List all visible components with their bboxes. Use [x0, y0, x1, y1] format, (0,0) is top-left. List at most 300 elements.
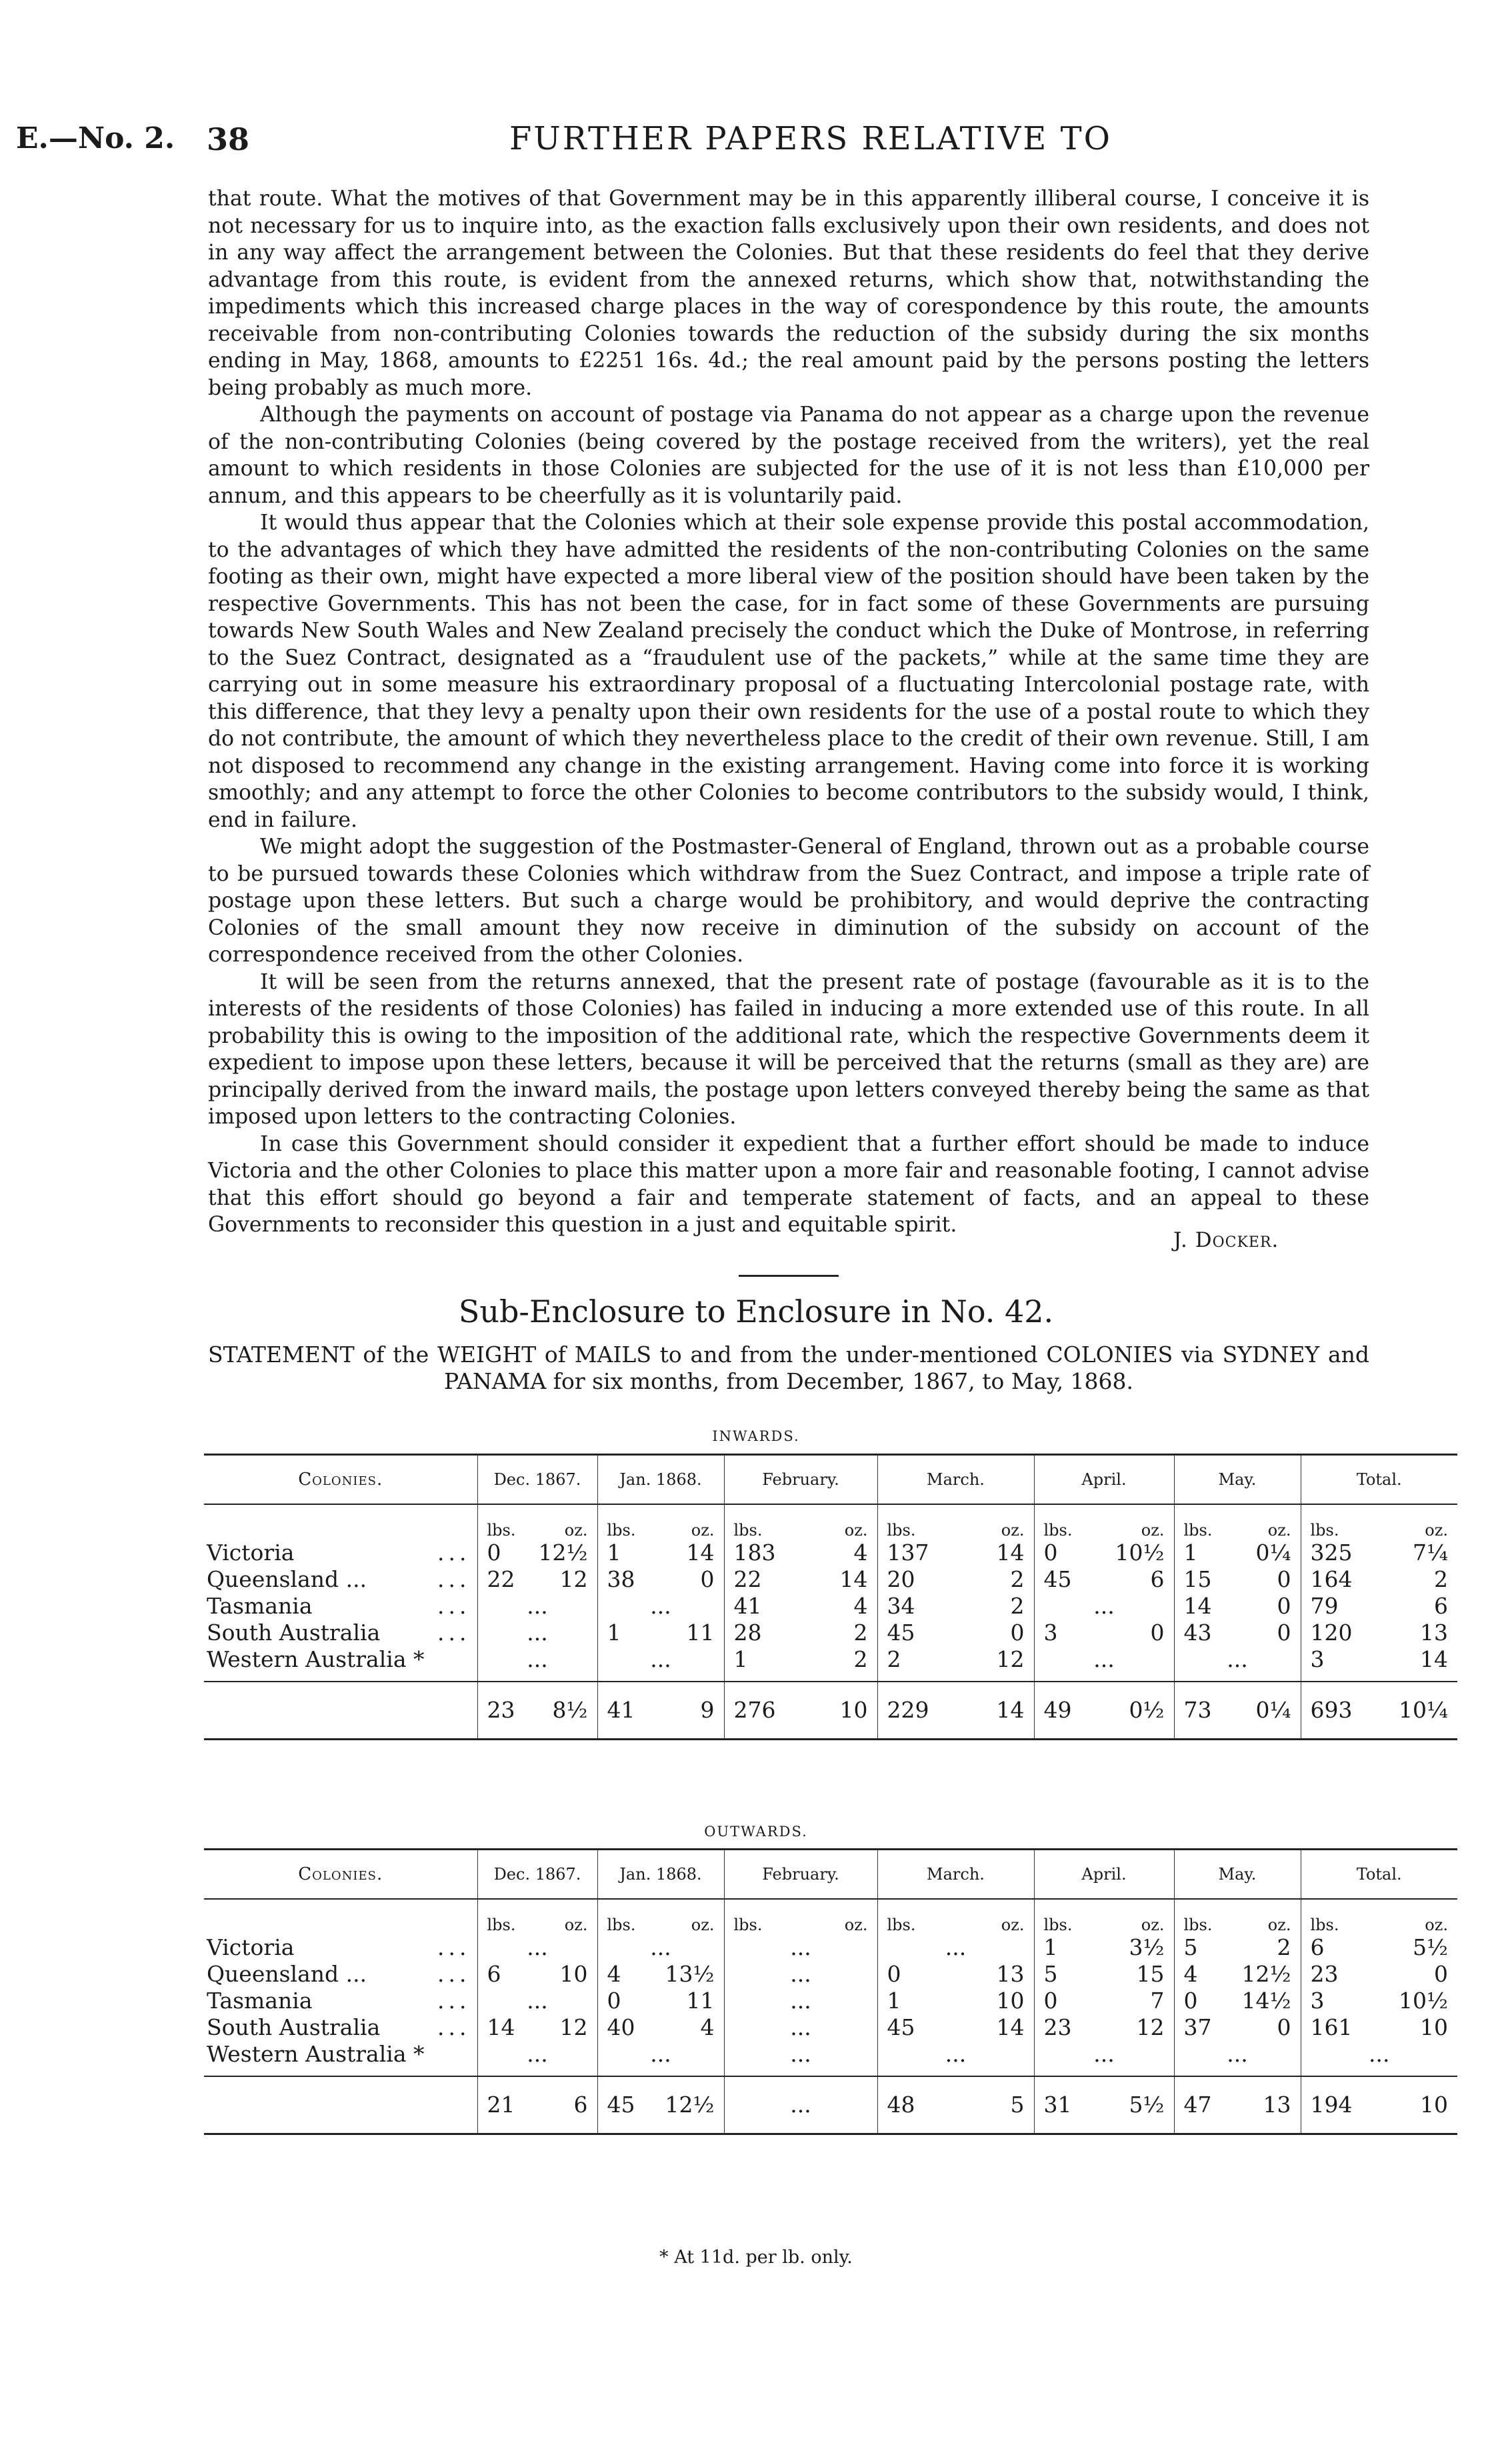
units-cell — [1301, 1504, 1457, 1540]
oz-value: 4 — [853, 1540, 868, 1566]
weight-cell — [877, 1961, 1034, 1988]
inwards-title: INWARDS. — [712, 1428, 800, 1444]
unit-oz: oz. — [1141, 1521, 1165, 1540]
colony-name-cell — [204, 1961, 477, 1988]
totals-label-cell — [204, 2076, 477, 2134]
section-divider — [739, 1275, 839, 1277]
weight-cell — [877, 1566, 1034, 1593]
inwards-table — [204, 1454, 1457, 1740]
weight-cell — [477, 1593, 597, 1620]
lbs-value: ... — [650, 1646, 671, 1672]
table-row — [204, 1593, 1457, 1620]
total-lbs: 45 — [607, 2092, 635, 2118]
units-cell — [724, 1899, 877, 1934]
oz-value: 13 — [996, 1961, 1025, 1987]
lbs-value: ... — [1093, 1593, 1115, 1619]
lbs-value: 41 — [733, 1593, 762, 1619]
unit-oz: oz. — [1267, 1521, 1291, 1540]
oz-value: 11 — [686, 1620, 715, 1646]
weight-cell — [724, 1540, 877, 1566]
paragraph: Although the payments on account of postage via Panama do not appear as a charge upon the revenue of the non-contributing Colonies (being covered by the postage received from the writers), yet the real amount to which residents in those Colonies are subjected for the use of it is not less than £10,000 per annum, and this appears to be cheerfully as it is voluntarily paid. — [208, 403, 1369, 508]
lbs-value: 183 — [733, 1540, 776, 1566]
leader-dots: ... — [437, 1961, 471, 1987]
table-row — [204, 1540, 1457, 1566]
oz-value: 12½ — [538, 1540, 588, 1566]
weight-cell — [724, 2014, 877, 2041]
lbs-value: 0 — [1043, 1540, 1058, 1566]
colony-name-cell — [204, 2041, 477, 2076]
weight-cell — [877, 2014, 1034, 2041]
lbs-value: ... — [790, 2014, 811, 2040]
total-lbs: 194 — [1310, 2092, 1353, 2118]
oz-value: 0 — [1434, 1961, 1448, 1987]
statement-line: PANAMA for six months, from December, 1867, to May, 1868. — [443, 1368, 1134, 1394]
lbs-value: 137 — [887, 1540, 929, 1566]
weight-cell — [477, 1988, 597, 2014]
lbs-value: 23 — [1043, 2014, 1072, 2040]
weight-cell — [1034, 1620, 1174, 1646]
paragraph: In case this Government should consider it expedient that a further effort should be made to induce Victoria and the other Colonies to place this matter upon a more fair and reasonable footing, I cannot advise that this effort should go beyond a fair and temperate statement of facts, and an appeal to these Governments to reconsider this question in a just and equitable spirit. — [208, 1131, 1369, 1237]
total-cell — [1174, 2076, 1301, 2134]
total-cell — [877, 2076, 1034, 2134]
weight-cell — [597, 2041, 724, 2076]
colony-name: Queensland ... — [207, 1566, 367, 1592]
weight-cell — [1301, 1540, 1457, 1566]
lbs-value: ... — [527, 1988, 548, 2014]
total-lbs: 41 — [607, 1697, 635, 1723]
oz-value: 15 — [1136, 1961, 1165, 1987]
total-lbs: 21 — [487, 2092, 515, 2118]
oz-value: 2 — [1434, 1566, 1448, 1592]
unit-lbs: lbs. — [733, 1916, 763, 1934]
total-oz: 6 — [573, 2092, 588, 2118]
table-row — [204, 1620, 1457, 1646]
oz-value: 0 — [1010, 1620, 1025, 1646]
statement-line: STATEMENT of the WEIGHT of MAILS to and from the under-mentioned COLONIES via SYDNEY and — [208, 1342, 1369, 1368]
unit-lbs: lbs. — [1043, 1521, 1073, 1540]
weight-cell — [597, 1566, 724, 1593]
lbs-value: ... — [790, 1934, 811, 1960]
lbs-value: 45 — [1043, 1566, 1072, 1592]
weight-cell — [1301, 2041, 1457, 2076]
colony-name: South Australia — [207, 1620, 381, 1646]
column-header: March. — [877, 1455, 1034, 1505]
colony-name: Western Australia * — [207, 1646, 425, 1672]
weight-cell — [724, 1988, 877, 2014]
lbs-value: ... — [790, 1988, 811, 2014]
oz-value: 6 — [1150, 1566, 1165, 1592]
unit-lbs: lbs. — [1183, 1521, 1213, 1540]
leader-dots: ... — [437, 1620, 471, 1646]
total-cell — [1034, 1682, 1174, 1740]
units-cell — [1174, 1504, 1301, 1540]
oz-value: 10 — [1420, 2014, 1448, 2040]
column-header: Jan. 1868. — [597, 1455, 724, 1505]
oz-value: 10½ — [1115, 1540, 1165, 1566]
lbs-value: ... — [527, 1646, 548, 1672]
units-spacer — [204, 1504, 477, 1540]
table-row — [204, 1961, 1457, 1988]
oz-value: 10 — [559, 1961, 588, 1987]
oz-value: 13 — [1420, 1620, 1448, 1646]
weight-cell — [877, 1988, 1034, 2014]
total-cell — [724, 2076, 877, 2134]
lbs-value: 0 — [1183, 1988, 1198, 2014]
colony-name: Western Australia * — [207, 2041, 425, 2067]
weight-cell — [1301, 1593, 1457, 1620]
leader-dots: ... — [437, 1988, 471, 2014]
weight-cell — [1301, 2014, 1457, 2041]
outwards-title: OUTWARDS. — [704, 1824, 808, 1840]
unit-lbs: lbs. — [607, 1916, 636, 1934]
lbs-value: 15 — [1183, 1566, 1212, 1592]
units-cell — [1034, 1899, 1174, 1934]
unit-oz: oz. — [1001, 1916, 1025, 1934]
weight-cell — [724, 2041, 877, 2076]
colony-name: Victoria — [207, 1540, 295, 1566]
colony-name: South Australia — [207, 2014, 381, 2040]
lbs-value: 4 — [607, 1961, 621, 1987]
weight-cell — [597, 2014, 724, 2041]
total-lbs: 31 — [1043, 2092, 1072, 2118]
oz-value: 12 — [996, 1646, 1025, 1672]
paragraph: that route. What the motives of that Government may be in this apparently illiberal course, I conceive it is not necessary for us to inquire into, as the exaction falls exclusively upon their own residents, and does not in any way affect the arrangement between the Colonies. But that these residents do feel that they derive advantage from this route, is evident from the annexed returns, which show that, notwithstanding the impediments which this increased charge places in the way of corespondence by this route, the amounts receivable from non-contributing Colonies towards the reduction of the subsidy during the six months ending in May, 1868, amounts to £2251 16s. 4d.; the real amount paid by the persons posting the letters being probably as much more. — [208, 187, 1369, 400]
lbs-value: 3 — [1310, 1988, 1325, 2014]
total-oz: 9 — [700, 1697, 715, 1723]
oz-value: 5½ — [1413, 1934, 1448, 1960]
lbs-value: 0 — [1043, 1988, 1058, 2014]
weight-cell — [1174, 1540, 1301, 1566]
total-cell — [597, 2076, 724, 2134]
lbs-value: ... — [790, 2041, 811, 2067]
weight-cell — [877, 1620, 1034, 1646]
leader-dots: ... — [437, 1934, 471, 1960]
total-oz: 0½ — [1129, 1697, 1165, 1723]
total-cell — [1034, 2076, 1174, 2134]
oz-value: 14 — [996, 1540, 1025, 1566]
oz-value: 2 — [853, 1620, 868, 1646]
lbs-value: ... — [650, 1593, 671, 1619]
signature: J. Docker. — [1173, 1228, 1279, 1252]
lbs-value: ... — [945, 2041, 967, 2067]
column-header: Dec. 1867. — [477, 1455, 597, 1505]
lbs-value: 45 — [887, 1620, 915, 1646]
page-header — [16, 117, 1416, 164]
lbs-value: 3 — [1043, 1620, 1058, 1646]
weight-cell — [1034, 1988, 1174, 2014]
lbs-value: ... — [527, 1593, 548, 1619]
lbs-value: 3 — [1310, 1646, 1325, 1672]
lbs-value: 22 — [733, 1566, 762, 1592]
oz-value: 11 — [686, 1988, 715, 2014]
lbs-value: ... — [650, 1934, 671, 1960]
unit-lbs: lbs. — [487, 1521, 516, 1540]
units-cell — [597, 1899, 724, 1934]
total-cell — [477, 2076, 597, 2134]
oz-value: 0 — [1277, 1620, 1291, 1646]
oz-value: 0 — [1277, 2014, 1291, 2040]
leader-dots: ... — [437, 1593, 471, 1619]
unit-lbs: lbs. — [887, 1521, 916, 1540]
column-header: Total. — [1301, 1850, 1457, 1900]
totals-row — [204, 2076, 1457, 2134]
unit-lbs: lbs. — [1310, 1916, 1339, 1934]
oz-value: 0 — [1277, 1593, 1291, 1619]
weight-cell — [1174, 1934, 1301, 1961]
oz-value: 10½ — [1399, 1988, 1448, 2014]
column-header: April. — [1034, 1455, 1174, 1505]
lbs-value: ... — [1227, 2041, 1248, 2067]
weight-cell — [1301, 1646, 1457, 1682]
column-header: February. — [724, 1850, 877, 1900]
header-row — [204, 1850, 1457, 1900]
total-lbs: 23 — [487, 1697, 515, 1723]
weight-cell — [477, 1540, 597, 1566]
total-cell — [1174, 1682, 1301, 1740]
total-cell — [597, 1682, 724, 1740]
lbs-value: ... — [1227, 1646, 1248, 1672]
oz-value: 0¼ — [1255, 1540, 1291, 1566]
total-oz: 0¼ — [1255, 1697, 1291, 1723]
lbs-value: 6 — [487, 1961, 501, 1987]
lbs-value: 164 — [1310, 1566, 1353, 1592]
lbs-value: 1 — [887, 1988, 901, 2014]
weight-cell — [477, 2041, 597, 2076]
lbs-value: ... — [790, 1961, 811, 1987]
weight-cell — [1301, 1566, 1457, 1593]
leader-dots: ... — [437, 2014, 471, 2040]
total-oz: 5½ — [1129, 2092, 1165, 2118]
unit-oz: oz. — [1425, 1916, 1448, 1934]
totals-label-cell — [204, 1682, 477, 1740]
weight-cell — [877, 1934, 1034, 1961]
lbs-value: 6 — [1310, 1934, 1325, 1960]
weight-cell — [597, 1593, 724, 1620]
units-cell — [1301, 1899, 1457, 1934]
outwards-table — [204, 1848, 1457, 2135]
weight-cell — [477, 1934, 597, 1961]
document-reference: E.—No. 2. — [16, 121, 175, 155]
weight-cell — [1174, 1988, 1301, 2014]
footnote: * At 11d. per lb. only. — [659, 2247, 853, 2268]
unit-lbs: lbs. — [1043, 1916, 1073, 1934]
unit-lbs: lbs. — [733, 1521, 763, 1540]
unit-lbs: lbs. — [1183, 1916, 1213, 1934]
lbs-value: 161 — [1310, 2014, 1353, 2040]
lbs-value: 20 — [887, 1566, 915, 1592]
lbs-value: 4 — [1183, 1961, 1198, 1987]
lbs-value: ... — [1093, 1646, 1115, 1672]
weight-cell — [477, 1961, 597, 1988]
units-cell — [477, 1899, 597, 1934]
colony-name-cell — [204, 1620, 477, 1646]
colony-name: Queensland ... — [207, 1961, 367, 1987]
colony-name: Tasmania — [207, 1988, 313, 2014]
oz-value: 12½ — [1241, 1961, 1291, 1987]
total-oz: 10 — [1420, 2092, 1448, 2118]
oz-value: 12 — [559, 1566, 588, 1592]
lbs-value: 120 — [1310, 1620, 1353, 1646]
weight-cell — [1034, 1593, 1174, 1620]
leader-dots: ... — [437, 1566, 471, 1592]
weight-cell — [724, 1934, 877, 1961]
weight-cell — [1301, 1988, 1457, 2014]
unit-oz: oz. — [1267, 1916, 1291, 1934]
units-row — [204, 1899, 1457, 1934]
oz-value: 14 — [686, 1540, 715, 1566]
units-cell — [1034, 1504, 1174, 1540]
weight-cell — [724, 1961, 877, 1988]
total-lbs: 693 — [1310, 1697, 1353, 1723]
total-oz: 13 — [1263, 2092, 1291, 2118]
lbs-value: 79 — [1310, 1593, 1339, 1619]
lbs-value: 1 — [607, 1540, 621, 1566]
column-header: March. — [877, 1850, 1034, 1900]
lbs-value: 14 — [1183, 1593, 1212, 1619]
column-header: Colonies. — [204, 1455, 477, 1505]
weight-cell — [877, 1593, 1034, 1620]
lbs-value: 40 — [607, 2014, 635, 2040]
weight-cell — [1034, 1934, 1174, 1961]
lbs-value: 0 — [487, 1540, 501, 1566]
table-row — [204, 1934, 1457, 1961]
statement-caption — [208, 1342, 1369, 1395]
weight-cell — [877, 2041, 1034, 2076]
oz-value: 0 — [1277, 1566, 1291, 1592]
unit-oz: oz. — [691, 1521, 715, 1540]
weight-cell — [477, 2014, 597, 2041]
weight-cell — [1174, 1961, 1301, 1988]
total-lbs: 229 — [887, 1697, 929, 1723]
total-lbs: 48 — [887, 2092, 915, 2118]
units-row — [204, 1504, 1457, 1540]
unit-oz: oz. — [1425, 1521, 1448, 1540]
column-header: Colonies. — [204, 1850, 477, 1900]
colony-name-cell — [204, 1593, 477, 1620]
lbs-value: 38 — [607, 1566, 635, 1592]
total-lbs: 73 — [1183, 1697, 1212, 1723]
oz-value: 7¼ — [1413, 1540, 1448, 1566]
total-lbs: 49 — [1043, 1697, 1072, 1723]
lbs-value: 45 — [887, 2014, 915, 2040]
lbs-value: ... — [527, 2041, 548, 2067]
leader-dots: ... — [437, 1540, 471, 1566]
oz-value: 0 — [1150, 1620, 1165, 1646]
units-cell — [724, 1504, 877, 1540]
table-row — [204, 2014, 1457, 2041]
total-oz: 10 — [839, 1697, 868, 1723]
page-number: 38 — [207, 121, 250, 157]
colony-name-cell — [204, 2014, 477, 2041]
oz-value: 3½ — [1129, 1934, 1165, 1960]
lbs-value: 2 — [887, 1646, 901, 1672]
weight-cell — [1034, 1646, 1174, 1682]
colony-name-cell — [204, 1988, 477, 2014]
weight-cell — [597, 1646, 724, 1682]
lbs-value: 1 — [607, 1620, 621, 1646]
oz-value: 2 — [1277, 1934, 1291, 1960]
paragraph: It will be seen from the returns annexed, that the present rate of postage (favourable as it is to the interests of the residents of those Colonies) has failed in inducing a more extended use of this route. In all probability this is owing to the imposition of the additional rate, which the respective Governments deem it expedient to impose upon these letters, because it will be perceived that the returns (small as they are) are principally derived from the inward mails, the postage upon letters conveyed thereby being the same as that imposed upon letters to the contracting Colonies. — [208, 969, 1369, 1129]
units-cell — [877, 1899, 1034, 1934]
weight-cell — [1301, 1934, 1457, 1961]
weight-cell — [1174, 2041, 1301, 2076]
weight-cell — [597, 1620, 724, 1646]
unit-oz: oz. — [844, 1521, 868, 1540]
total-oz: 5 — [1010, 2092, 1025, 2118]
total-oz: 14 — [996, 1697, 1025, 1723]
enclosure-heading: Sub-Enclosure to Enclosure in No. 42. — [458, 1294, 1054, 1330]
colony-name: Victoria — [207, 1934, 295, 1960]
column-header: Jan. 1868. — [597, 1850, 724, 1900]
header-row — [204, 1455, 1457, 1505]
table-row — [204, 2041, 1457, 2076]
total-lbs: ... — [790, 2092, 811, 2118]
oz-value: 6 — [1434, 1593, 1448, 1619]
weight-cell — [724, 1620, 877, 1646]
weight-cell — [877, 1646, 1034, 1682]
unit-oz: oz. — [1001, 1521, 1025, 1540]
lbs-value: 0 — [887, 1961, 901, 1987]
weight-cell — [724, 1593, 877, 1620]
units-cell — [597, 1504, 724, 1540]
weight-cell — [597, 1988, 724, 2014]
lbs-value: 43 — [1183, 1620, 1212, 1646]
table-row — [204, 1988, 1457, 2014]
oz-value: 7 — [1150, 1988, 1165, 2014]
letter-body — [208, 185, 1369, 1239]
lbs-value: ... — [527, 1620, 548, 1646]
weight-cell — [1034, 1961, 1174, 1988]
table-row — [204, 1566, 1457, 1593]
lbs-value: 325 — [1310, 1540, 1353, 1566]
weight-cell — [477, 1646, 597, 1682]
oz-value: 2 — [1010, 1566, 1025, 1592]
column-header: April. — [1034, 1850, 1174, 1900]
weight-cell — [597, 1540, 724, 1566]
weight-cell — [597, 1961, 724, 1988]
total-oz: 12½ — [665, 2092, 715, 2118]
lbs-value: ... — [945, 1934, 967, 1960]
unit-lbs: lbs. — [1310, 1521, 1339, 1540]
total-cell — [877, 1682, 1034, 1740]
units-cell — [1174, 1899, 1301, 1934]
lbs-value: 0 — [607, 1988, 621, 2014]
oz-value: 2 — [1010, 1593, 1025, 1619]
lbs-value: 34 — [887, 1593, 915, 1619]
table-row — [204, 1646, 1457, 1682]
totals-row — [204, 1682, 1457, 1740]
oz-value: 12 — [1136, 2014, 1165, 2040]
column-header: May. — [1174, 1850, 1301, 1900]
lbs-value: 5 — [1183, 1934, 1198, 1960]
total-cell — [1301, 2076, 1457, 2134]
column-header: May. — [1174, 1455, 1301, 1505]
lbs-value: ... — [650, 2041, 671, 2067]
units-cell — [477, 1504, 597, 1540]
weight-cell — [597, 1934, 724, 1961]
weight-cell — [1034, 1540, 1174, 1566]
unit-oz: oz. — [844, 1916, 868, 1934]
oz-value: 2 — [853, 1646, 868, 1672]
lbs-value: 23 — [1310, 1961, 1339, 1987]
weight-cell — [1034, 2014, 1174, 2041]
running-title: FURTHER PAPERS RELATIVE TO — [509, 120, 1112, 157]
weight-cell — [477, 1566, 597, 1593]
oz-value: 14 — [1420, 1646, 1448, 1672]
weight-cell — [1174, 1646, 1301, 1682]
paragraph: We might adopt the suggestion of the Postmaster-General of England, thrown out as a probable course to be pursued towards these Colonies which withdraw from the Suez Contract, and impose a triple rate of postage upon these letters. But such a charge would be prohibitory, and would deprive the contracting Colonies of the small amount they now receive in diminution of the subsidy on account of the correspondence received from the other Colonies. — [208, 835, 1369, 967]
lbs-value: 37 — [1183, 2014, 1212, 2040]
